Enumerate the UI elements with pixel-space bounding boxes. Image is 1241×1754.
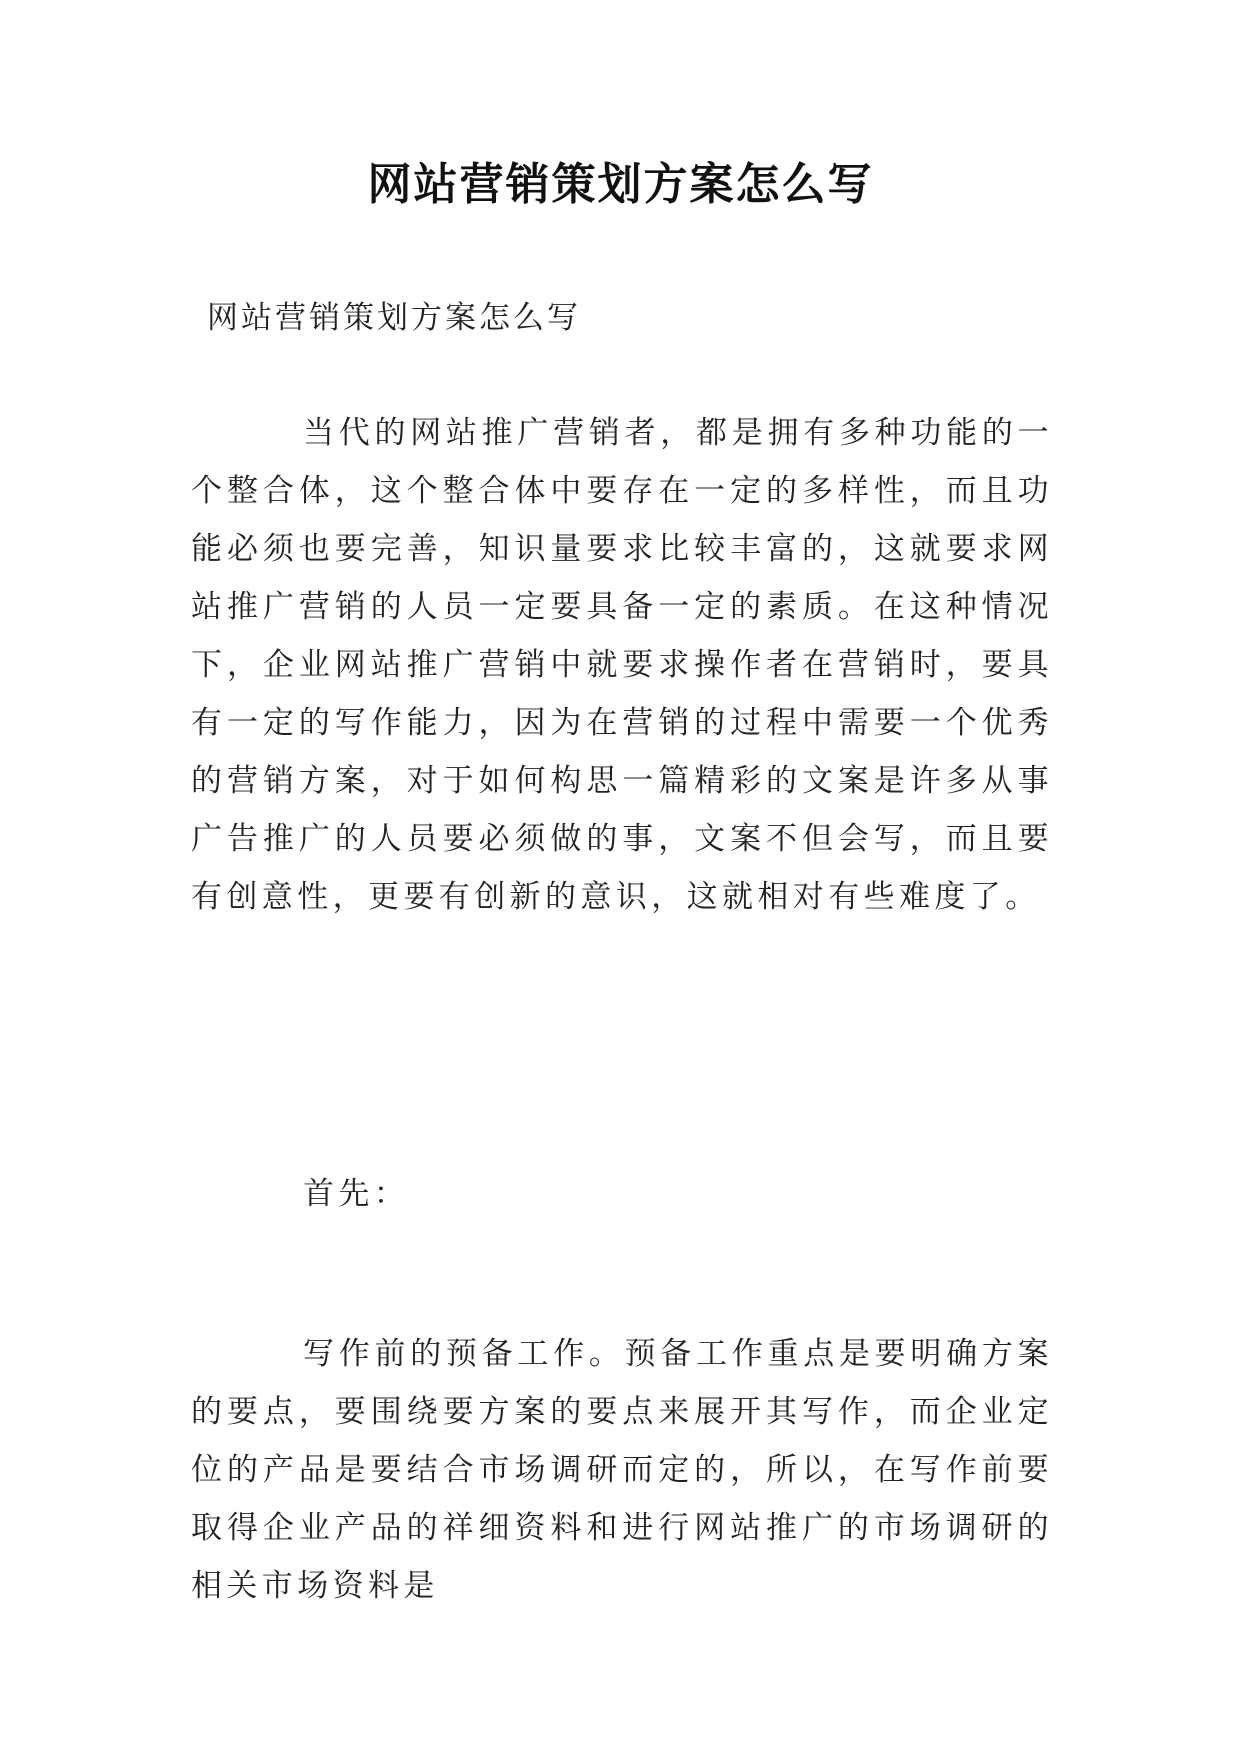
body-paragraph-preparation: 写作前的预备工作。预备工作重点是要明确方案的要点，要围绕要方案的要点来展开其写作，而企业定位的产品是要结合市场调研而定的，所以，在写作前要取得企业产品的祥细资料和进行网站推广的市场调研的相关市场资料是 xyxy=(191,1336,1053,1604)
document-title: 网站营销策划方案怎么写 xyxy=(367,159,874,210)
document-subtitle: 网站营销策划方案怎么写 xyxy=(207,300,581,336)
body-paragraph-first: 首先： xyxy=(303,1176,410,1212)
body-paragraph-intro: 当代的网站推广营销者，都是拥有多种功能的一个整合体，这个整合体中要存在一定的多样性，而且功能必须也要完善，知识量要求比较丰富的，这就要求网站推广营销的人员一定要具备一定的素质。在这种情况下，企业网站推广营销中就要求操作者在营销时，要具有一定的写作能力，因为在营销的过程中需要一个优秀的营销方案，对于如何构思一篇精彩的文案是许多从事广告推广的人员要必须做的事，文案不但会写，而且要有创意性，更要有创新的意识，这就相对有些难度了。 xyxy=(191,415,1053,915)
